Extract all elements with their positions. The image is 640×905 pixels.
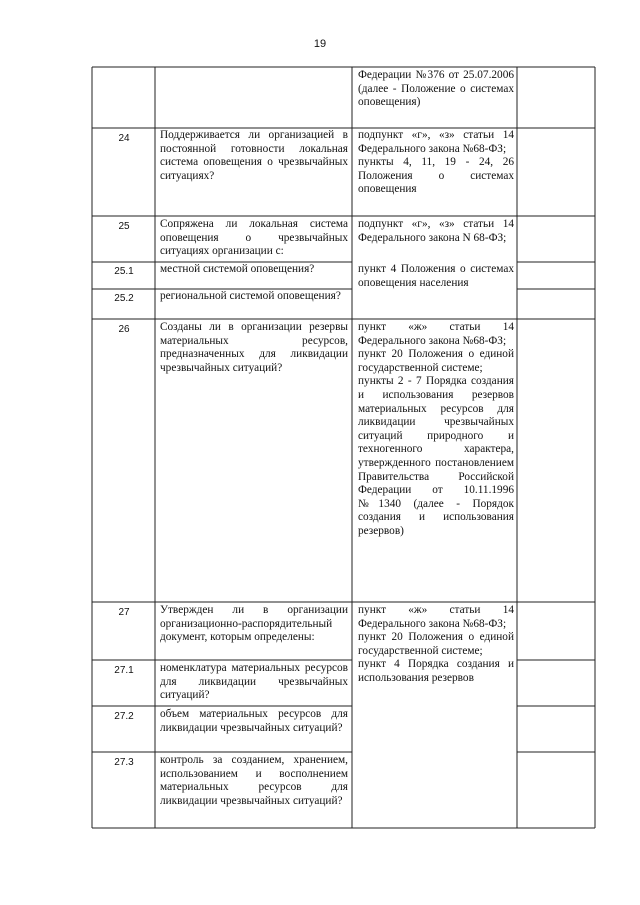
row-number-25-1: 25.1 (114, 266, 134, 277)
row-number-27: 27 (118, 607, 130, 618)
law-ref: Федерации №376 от 25.07.2006 (далее - Положение о системах оповещения) (358, 69, 514, 109)
question-27-2: объем материальных ресурсов для ликвидации чрезвычайных ситуаций? (160, 708, 348, 734)
law-ref: пункт 20 Положения о единой государственной системе; (358, 631, 514, 657)
law-ref: подпункт «г», «з» статьи 14 Федерального закона №68-ФЗ; (358, 129, 514, 155)
row-number-25: 25 (118, 221, 130, 232)
row-number-25-2: 25.2 (114, 293, 134, 304)
law-ref: подпункт «г», «з» статьи 14 Федерального закона N 68-ФЗ; (358, 218, 514, 244)
law-ref: пункт 20 Положения о единой государственной системе; (358, 348, 514, 374)
question-27-1: номенклатура материальных ресурсов для ликвидации чрезвычайных ситуаций? (160, 662, 348, 702)
question-25-2: региональной системой оповещения? (160, 290, 341, 302)
law-cell-27 (358, 604, 514, 686)
row-number-27-2: 27.2 (114, 711, 134, 722)
law-ref: пункт «ж» статьи 14 Федерального закона №68-ФЗ; (358, 604, 514, 630)
question-24: Поддерживается ли организацией в постоянной готовности локальная система оповещения о чрезвычайных ситуациях? (160, 129, 348, 182)
law-ref: пункт «ж» статьи 14 Федерального закона №68-ФЗ; (358, 321, 514, 347)
row-number-27-1: 27.1 (114, 665, 134, 676)
row-number-24: 24 (118, 133, 130, 144)
question-26: Созданы ли в организации резервы материальных ресурсов, предназначенных для ликвидации чрезвычайных ситуаций? (160, 321, 348, 374)
law-cell-25-1 (358, 263, 514, 290)
law-ref: пункт 4 Порядка создания и использования резервов (358, 658, 514, 684)
law-cell-24 (358, 129, 514, 197)
question-25: Сопряжена ли локальная система оповещения о чрезвычайных ситуациях организации с: (160, 218, 348, 258)
question-25-1: местной системой оповещения? (160, 263, 315, 275)
law-ref: пункты 2 - 7 Порядка создания и использования резервов материальных ресурсов для ликвидации чрезвычайных ситуаций природного и техногенного характера, утвержденного постановлением Правительства Российской Федерации от 10.11.1996 №1340 (далее - Порядок создания и использования резервов) (358, 375, 514, 537)
question-27: Утвержден ли в организации организационно-распорядительный документ, которым определены: (160, 604, 348, 644)
law-cell-25 (358, 218, 514, 245)
law-cell-continuation (358, 69, 514, 110)
question-27-3: контроль за созданием, хранением, использованием и восполнением материальных ресурсов для ликвидации чрезвычайных ситуаций? (160, 754, 348, 807)
law-cell-26 (358, 321, 514, 539)
row-number-26: 26 (118, 324, 130, 335)
page-number: 19 (313, 38, 327, 50)
law-ref: пункты 4, 11, 19 - 24, 26 Положения о системах оповещения (358, 156, 514, 196)
row-number-27-3: 27.3 (114, 757, 134, 768)
law-ref: пункт 4 Положения о системах оповещения населения (358, 263, 514, 289)
